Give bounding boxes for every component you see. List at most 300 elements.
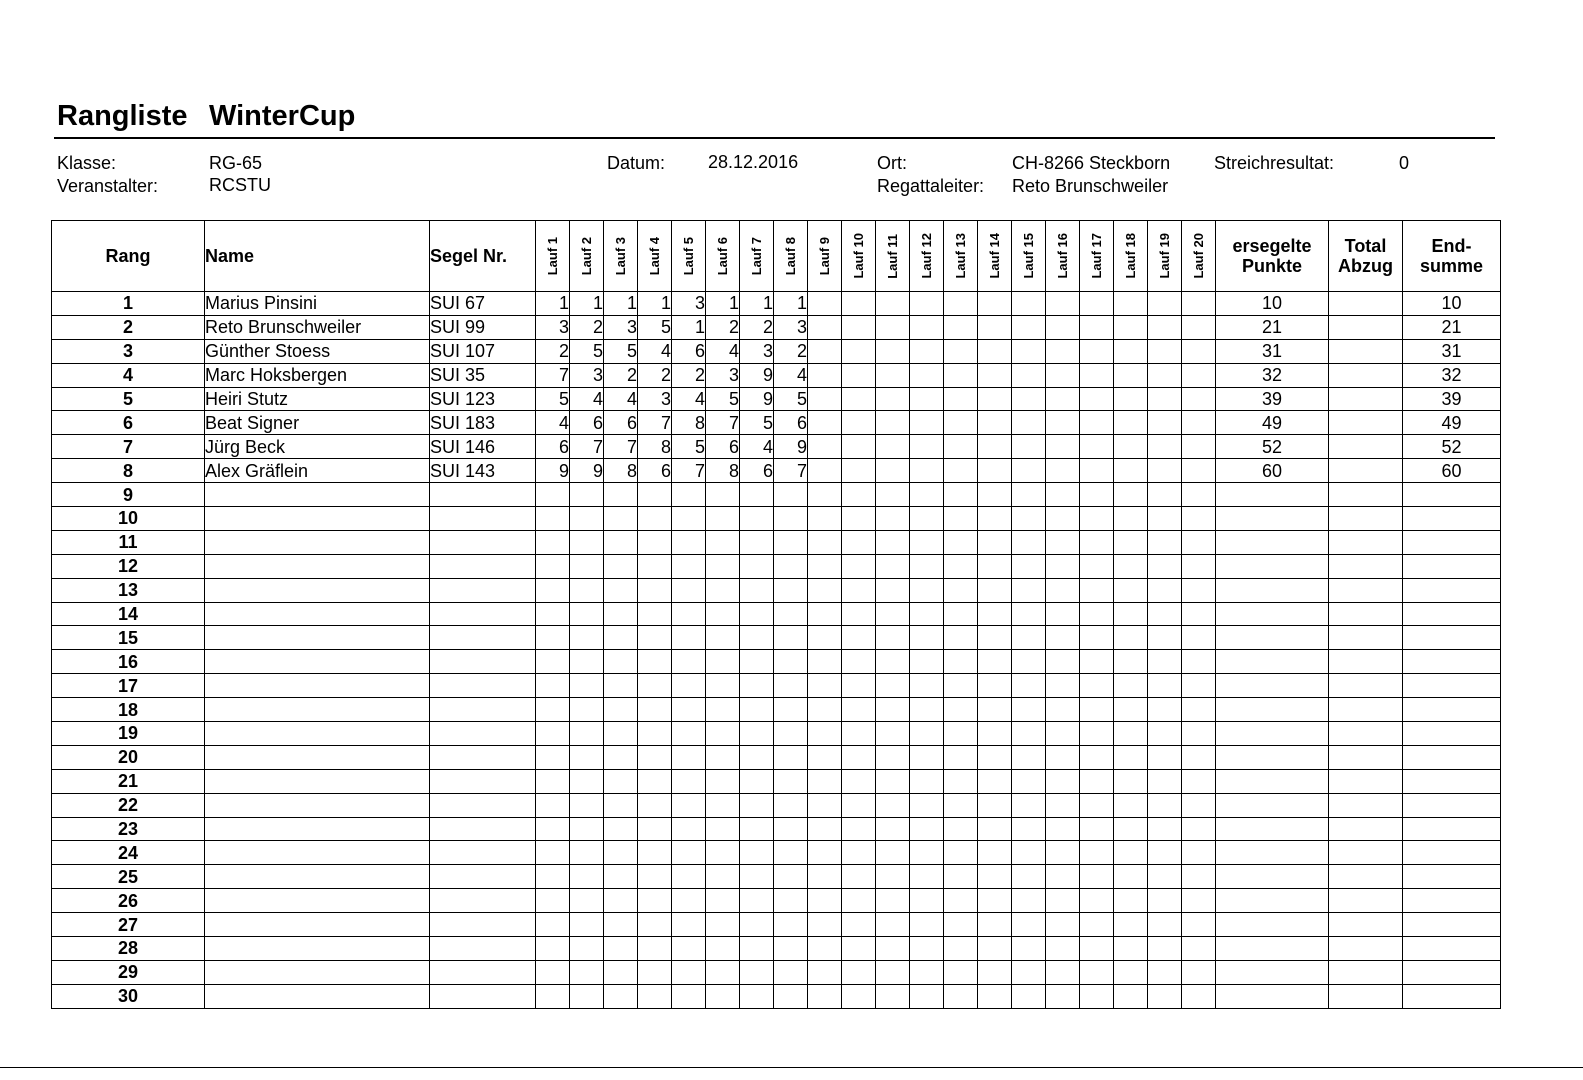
col-lauf-6-header: Lauf 6 (706, 221, 740, 292)
race-result-cell (604, 722, 638, 746)
race-result-cell (536, 722, 570, 746)
rank-cell: 25 (52, 865, 205, 889)
race-result-cell (672, 769, 706, 793)
race-result-cell (706, 674, 740, 698)
race-result-cell (1114, 889, 1148, 913)
points-cell (1216, 698, 1329, 722)
race-result-cell (672, 722, 706, 746)
race-result-cell (672, 817, 706, 841)
total-cell (1403, 865, 1501, 889)
ort-label: Ort: (877, 153, 907, 173)
points-cell: 39 (1216, 387, 1329, 411)
total-cell (1403, 650, 1501, 674)
race-result-cell (978, 363, 1012, 387)
race-result-cell (1182, 483, 1216, 507)
deduction-cell (1329, 841, 1403, 865)
race-result-cell (1012, 722, 1046, 746)
race-result-cell (1182, 339, 1216, 363)
race-result-cell (1148, 578, 1182, 602)
name-cell (205, 483, 430, 507)
deduction-cell (1329, 937, 1403, 961)
race-result-cell (1114, 793, 1148, 817)
race-result-cell (1182, 602, 1216, 626)
points-cell (1216, 841, 1329, 865)
race-result-cell (1182, 578, 1216, 602)
race-result-cell (876, 363, 910, 387)
race-result-cell (672, 530, 706, 554)
race-result-cell: 2 (536, 339, 570, 363)
race-result-cell (978, 722, 1012, 746)
page-bottom-line (0, 1067, 1583, 1068)
race-result-cell (1114, 435, 1148, 459)
race-result-cell (842, 459, 876, 483)
total-cell: 52 (1403, 435, 1501, 459)
race-result-cell (910, 578, 944, 602)
race-result-cell: 2 (706, 315, 740, 339)
race-result-cell (1012, 650, 1046, 674)
ranking-table (51, 220, 1501, 1009)
race-result-cell (808, 626, 842, 650)
race-result-cell (706, 626, 740, 650)
race-result-cell (1012, 674, 1046, 698)
total-cell (1403, 769, 1501, 793)
col-lauf-17-header: Lauf 17 (1080, 221, 1114, 292)
race-result-cell (1148, 530, 1182, 554)
race-result-cell (1148, 626, 1182, 650)
race-result-cell (1012, 817, 1046, 841)
sail-number-cell: SUI 99 (430, 315, 536, 339)
race-result-cell (774, 865, 808, 889)
race-result-cell (1148, 937, 1182, 961)
race-result-cell (1114, 745, 1148, 769)
race-result-cell (808, 650, 842, 674)
table-row (52, 459, 1501, 483)
rank-cell: 12 (52, 554, 205, 578)
table-row (52, 674, 1501, 698)
race-result-cell (876, 984, 910, 1008)
points-cell (1216, 745, 1329, 769)
race-result-cell (944, 507, 978, 531)
race-result-cell (842, 554, 876, 578)
race-result-cell: 1 (672, 315, 706, 339)
race-result-cell (910, 984, 944, 1008)
race-result-cell (706, 507, 740, 531)
race-result-cell (1080, 841, 1114, 865)
race-result-cell (978, 411, 1012, 435)
sail-number-cell: SUI 67 (430, 292, 536, 316)
points-cell (1216, 769, 1329, 793)
race-result-cell (944, 722, 978, 746)
name-cell (205, 841, 430, 865)
col-lauf-13-header: Lauf 13 (944, 221, 978, 292)
race-result-cell (672, 984, 706, 1008)
race-result-cell (1080, 578, 1114, 602)
col-abzug-header: Total Abzug (1329, 221, 1403, 292)
race-result-cell (1114, 507, 1148, 531)
race-result-cell (536, 865, 570, 889)
race-result-cell (842, 339, 876, 363)
sail-number-cell (430, 841, 536, 865)
race-result-cell: 1 (638, 292, 672, 316)
race-result-cell: 6 (570, 411, 604, 435)
race-result-cell (876, 769, 910, 793)
rank-cell: 9 (52, 483, 205, 507)
race-result-cell (910, 363, 944, 387)
race-result-cell: 1 (536, 292, 570, 316)
race-result-cell (944, 937, 978, 961)
deduction-cell (1329, 889, 1403, 913)
name-cell (205, 698, 430, 722)
race-result-cell (842, 363, 876, 387)
race-result-cell (1182, 650, 1216, 674)
race-result-cell: 4 (740, 435, 774, 459)
race-result-cell (944, 459, 978, 483)
race-result-cell (910, 865, 944, 889)
race-result-cell (638, 483, 672, 507)
total-cell (1403, 722, 1501, 746)
race-result-cell (638, 817, 672, 841)
race-result-cell (1012, 913, 1046, 937)
race-result-cell (1012, 507, 1046, 531)
race-result-cell (706, 769, 740, 793)
table-row (52, 363, 1501, 387)
race-result-cell (842, 769, 876, 793)
race-result-cell (1046, 339, 1080, 363)
table-row (52, 698, 1501, 722)
race-result-cell (604, 769, 638, 793)
total-cell (1403, 698, 1501, 722)
name-cell: Marc Hoksbergen (205, 363, 430, 387)
points-cell (1216, 554, 1329, 578)
col-lauf-8-header: Lauf 8 (774, 221, 808, 292)
points-cell (1216, 913, 1329, 937)
rank-cell: 19 (52, 722, 205, 746)
race-result-cell (1080, 339, 1114, 363)
name-cell (205, 530, 430, 554)
deduction-cell (1329, 745, 1403, 769)
race-result-cell (1114, 578, 1148, 602)
race-result-cell (944, 960, 978, 984)
race-result-cell (1046, 483, 1080, 507)
race-result-cell (842, 793, 876, 817)
points-cell: 52 (1216, 435, 1329, 459)
race-result-cell (910, 292, 944, 316)
sail-number-cell (430, 483, 536, 507)
race-result-cell (1046, 507, 1080, 531)
race-result-cell (1080, 817, 1114, 841)
race-result-cell (1046, 530, 1080, 554)
race-result-cell (1182, 865, 1216, 889)
race-result-cell: 3 (740, 339, 774, 363)
race-result-cell (1012, 745, 1046, 769)
race-result-cell (1012, 483, 1046, 507)
race-result-cell: 3 (570, 363, 604, 387)
race-result-cell (1182, 937, 1216, 961)
race-result-cell (1046, 769, 1080, 793)
race-result-cell (808, 698, 842, 722)
race-result-cell: 2 (604, 363, 638, 387)
race-result-cell (876, 530, 910, 554)
race-result-cell (944, 745, 978, 769)
race-result-cell (842, 483, 876, 507)
rank-cell: 5 (52, 387, 205, 411)
rank-cell: 28 (52, 937, 205, 961)
col-segel-header: Segel Nr. (430, 221, 536, 292)
table-row (52, 387, 1501, 411)
race-result-cell (842, 698, 876, 722)
race-result-cell (842, 960, 876, 984)
race-result-cell (638, 865, 672, 889)
col-endsumme-header: End- summe (1403, 221, 1501, 292)
race-result-cell (638, 913, 672, 937)
name-cell: Alex Gräflein (205, 459, 430, 483)
race-result-cell (944, 889, 978, 913)
race-result-cell (740, 554, 774, 578)
race-result-cell (536, 937, 570, 961)
race-result-cell (638, 722, 672, 746)
race-result-cell (1148, 889, 1182, 913)
race-result-cell (706, 483, 740, 507)
race-result-cell (706, 793, 740, 817)
race-result-cell (876, 387, 910, 411)
race-result-cell (910, 387, 944, 411)
race-result-cell (1114, 913, 1148, 937)
klasse-label: Klasse: (57, 153, 117, 173)
race-result-cell (706, 865, 740, 889)
race-result-cell (944, 363, 978, 387)
race-result-cell (536, 530, 570, 554)
race-result-cell (1148, 507, 1182, 531)
race-result-cell: 3 (706, 363, 740, 387)
race-result-cell (604, 578, 638, 602)
rank-cell: 6 (52, 411, 205, 435)
sail-number-cell: SUI 123 (430, 387, 536, 411)
race-result-cell (536, 602, 570, 626)
table-row (52, 578, 1501, 602)
race-result-cell (1182, 674, 1216, 698)
race-result-cell (1148, 602, 1182, 626)
table-row (52, 984, 1501, 1008)
table-row (52, 626, 1501, 650)
rank-cell: 3 (52, 339, 205, 363)
table-row (52, 292, 1501, 316)
race-result-cell (1182, 841, 1216, 865)
race-result-cell (570, 507, 604, 531)
race-result-cell (1114, 387, 1148, 411)
race-result-cell (706, 889, 740, 913)
race-result-cell: 1 (774, 292, 808, 316)
points-cell (1216, 578, 1329, 602)
race-result-cell (740, 913, 774, 937)
race-result-cell (1182, 459, 1216, 483)
race-result-cell (774, 578, 808, 602)
race-result-cell (1080, 769, 1114, 793)
race-result-cell (672, 793, 706, 817)
sail-number-cell: SUI 35 (430, 363, 536, 387)
race-result-cell: 4 (604, 387, 638, 411)
race-result-cell (1012, 865, 1046, 889)
rank-cell: 4 (52, 363, 205, 387)
race-result-cell (1012, 984, 1046, 1008)
race-result-cell (536, 769, 570, 793)
race-result-cell (740, 745, 774, 769)
points-cell (1216, 793, 1329, 817)
sail-number-cell: SUI 107 (430, 339, 536, 363)
race-result-cell (706, 578, 740, 602)
rank-cell: 16 (52, 650, 205, 674)
race-result-cell (1148, 483, 1182, 507)
race-result-cell (774, 960, 808, 984)
table-row (52, 507, 1501, 531)
deduction-cell (1329, 483, 1403, 507)
race-result-cell (1080, 602, 1114, 626)
race-result-cell: 7 (638, 411, 672, 435)
race-result-cell (978, 602, 1012, 626)
race-result-cell (672, 554, 706, 578)
points-cell (1216, 650, 1329, 674)
race-result-cell (842, 435, 876, 459)
race-result-cell (978, 554, 1012, 578)
race-result-cell (944, 984, 978, 1008)
race-result-cell (876, 960, 910, 984)
race-result-cell (1148, 459, 1182, 483)
deduction-cell (1329, 578, 1403, 602)
race-result-cell (1148, 650, 1182, 674)
name-cell: Günther Stoess (205, 339, 430, 363)
race-result-cell (638, 674, 672, 698)
race-result-cell (1114, 841, 1148, 865)
race-result-cell (1046, 698, 1080, 722)
deduction-cell (1329, 960, 1403, 984)
name-cell (205, 984, 430, 1008)
race-result-cell (1182, 411, 1216, 435)
table-row (52, 937, 1501, 961)
race-result-cell (638, 650, 672, 674)
race-result-cell (638, 602, 672, 626)
race-result-cell (910, 674, 944, 698)
race-result-cell (808, 602, 842, 626)
race-result-cell (1046, 674, 1080, 698)
race-result-cell (808, 554, 842, 578)
deduction-cell (1329, 650, 1403, 674)
race-result-cell (1080, 507, 1114, 531)
race-result-cell (876, 674, 910, 698)
deduction-cell (1329, 459, 1403, 483)
race-result-cell: 7 (570, 435, 604, 459)
race-result-cell (978, 626, 1012, 650)
race-result-cell (1046, 889, 1080, 913)
race-result-cell (1046, 793, 1080, 817)
race-result-cell: 5 (536, 387, 570, 411)
race-result-cell (1080, 387, 1114, 411)
race-result-cell (1046, 817, 1080, 841)
race-result-cell (1148, 315, 1182, 339)
total-cell (1403, 841, 1501, 865)
race-result-cell (672, 913, 706, 937)
race-result-cell (1080, 937, 1114, 961)
race-result-cell (944, 698, 978, 722)
race-result-cell (1114, 339, 1148, 363)
race-result-cell (570, 722, 604, 746)
points-cell (1216, 865, 1329, 889)
rank-cell: 1 (52, 292, 205, 316)
race-result-cell (1046, 960, 1080, 984)
race-result-cell (570, 865, 604, 889)
race-result-cell (672, 745, 706, 769)
race-result-cell: 2 (774, 339, 808, 363)
race-result-cell (1012, 339, 1046, 363)
name-cell (205, 554, 430, 578)
race-result-cell (1080, 530, 1114, 554)
total-cell (1403, 745, 1501, 769)
race-result-cell (910, 650, 944, 674)
race-result-cell (774, 913, 808, 937)
race-result-cell (1080, 626, 1114, 650)
sail-number-cell (430, 507, 536, 531)
race-result-cell (910, 530, 944, 554)
total-cell (1403, 889, 1501, 913)
race-result-cell (1148, 817, 1182, 841)
race-result-cell (740, 841, 774, 865)
race-result-cell (774, 984, 808, 1008)
col-lauf-20-header: Lauf 20 (1182, 221, 1216, 292)
race-result-cell (1080, 745, 1114, 769)
race-result-cell: 5 (706, 387, 740, 411)
col-lauf-5-header: Lauf 5 (672, 221, 706, 292)
race-result-cell (1080, 292, 1114, 316)
race-result-cell (978, 817, 1012, 841)
race-result-cell (638, 507, 672, 531)
race-result-cell (570, 841, 604, 865)
race-result-cell (774, 483, 808, 507)
race-result-cell (978, 578, 1012, 602)
sail-number-cell (430, 626, 536, 650)
name-cell (205, 626, 430, 650)
deduction-cell (1329, 387, 1403, 411)
race-result-cell (808, 865, 842, 889)
points-cell (1216, 530, 1329, 554)
race-result-cell (706, 937, 740, 961)
race-result-cell (910, 937, 944, 961)
race-result-cell (1080, 554, 1114, 578)
race-result-cell (1012, 793, 1046, 817)
race-result-cell (774, 674, 808, 698)
name-cell (205, 769, 430, 793)
race-result-cell (944, 292, 978, 316)
total-cell: 10 (1403, 292, 1501, 316)
col-punkte-header: ersegelte Punkte (1216, 221, 1329, 292)
race-result-cell (1080, 889, 1114, 913)
race-result-cell (1046, 554, 1080, 578)
sail-number-cell (430, 984, 536, 1008)
race-result-cell (978, 459, 1012, 483)
race-result-cell (1114, 865, 1148, 889)
sail-number-cell: SUI 143 (430, 459, 536, 483)
deduction-cell (1329, 554, 1403, 578)
race-result-cell (774, 554, 808, 578)
title-event: WinterCup (209, 100, 356, 132)
race-result-cell (1012, 578, 1046, 602)
race-result-cell (910, 507, 944, 531)
table-row (52, 889, 1501, 913)
regattaleiter-value: Reto Brunschweiler (1012, 176, 1169, 196)
race-result-cell (536, 674, 570, 698)
race-result-cell: 5 (740, 411, 774, 435)
race-result-cell (842, 578, 876, 602)
race-result-cell (978, 435, 1012, 459)
sail-number-cell: SUI 183 (430, 411, 536, 435)
race-result-cell (570, 793, 604, 817)
